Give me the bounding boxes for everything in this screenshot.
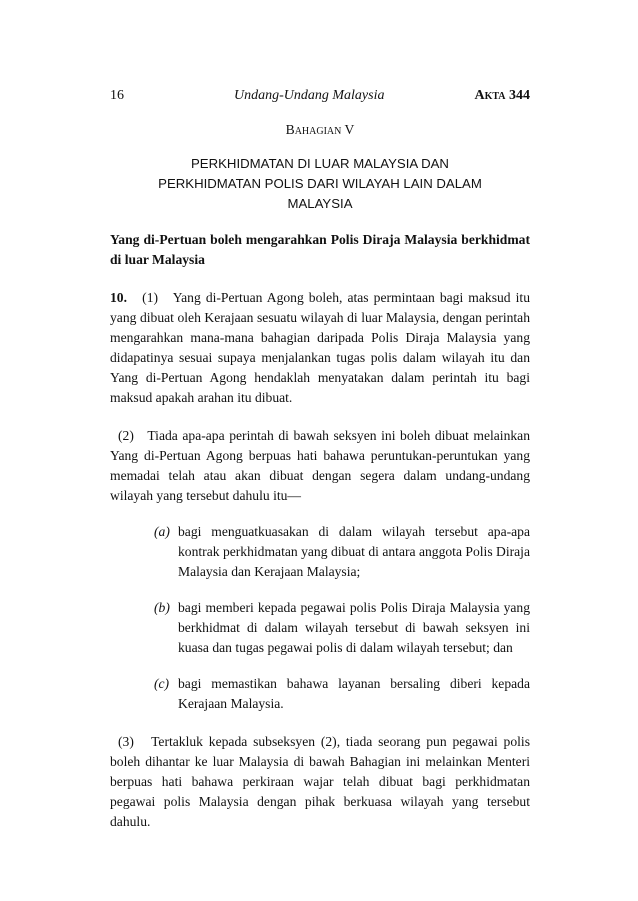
- item-label: (b): [154, 600, 170, 615]
- paragraph-item-c: [110, 674, 530, 714]
- section-side-heading: Yang di-Pertuan boleh mengarahkan Polis Diraja Malaysia berkhidmat di luar Malaysia: [110, 232, 530, 267]
- subsection-label: (3): [118, 734, 134, 749]
- part-title-line: PERKHIDMATAN POLIS DARI WILAYAH LAIN DALAM: [158, 176, 482, 191]
- document-page: [110, 86, 530, 832]
- subsection-text: Tertakluk kepada subseksyen (2), tiada seorang pun pegawai polis boleh dihantar ke luar Malaysia di bawah Bahagian ini melainkan Menteri berpuas hati bahawa perkiraan wajar telah dibuat bagi perkhidmatan pegawai polis Malaysia dengan pihak berkuasa wilayah yang tersebut dahulu.: [110, 734, 530, 829]
- running-header: [110, 86, 530, 106]
- subsection-text: Tiada apa-apa perintah di bawah seksyen ini boleh dibuat melainkan Yang di-Pertuan Agong berpuas hati bahawa peruntukan-peruntukan yang memadai telah atau akan dibuat dengan segera dalam undang-undang wilayah yang tersebut dahulu itu—: [110, 428, 530, 503]
- item-label: (a): [154, 524, 170, 539]
- item-text: bagi memberi kepada pegawai polis Polis Diraja Malaysia yang berkhidmat di dalam wilayah tersebut di bawah seksyen ini kuasa dan tugas pegawai polis di dalam wilayah tersebut; dan: [178, 600, 530, 655]
- part-title: [110, 154, 530, 214]
- part-title-line: MALAYSIA: [287, 196, 353, 211]
- act-number: Akta 344: [474, 88, 530, 103]
- item-text: bagi memastikan bahawa layanan bersaling diberi kepada Kerajaan Malaysia.: [178, 676, 530, 711]
- subsection-3: [110, 732, 530, 832]
- section-number: 10.: [110, 290, 127, 305]
- part-label: Bahagian V: [285, 122, 355, 137]
- subsection-2: [110, 426, 530, 506]
- running-title: Undang-Undang Malaysia: [234, 88, 385, 103]
- item-text: bagi menguatkuasakan di dalam wilayah tersebut apa-apa kontrak perkhidmatan yang dibuat di antara anggota Polis Diraja Malaysia dan Kerajaan Malaysia;: [178, 524, 530, 579]
- subsection-text: Yang di-Pertuan Agong boleh, atas permintaan bagi maksud itu yang dibuat oleh Kerajaan sesuatu wilayah di luar Malaysia, dengan perintah mengarahkan mana-mana bahagian daripada Polis Diraja Malaysia yang didapatinya sesuai supaya menjalankan tugas polis dalam wilayah itu dan Yang di-Pertuan Agong hendaklah menyatakan dalam perintah itu bagi maksud apakah arahan itu dibuat.: [110, 290, 530, 405]
- subsection-label: (2): [118, 428, 134, 443]
- subsection-1: [110, 288, 530, 408]
- part-title-line: PERKHIDMATAN DI LUAR MALAYSIA DAN: [191, 156, 449, 171]
- page-number: 16: [110, 88, 124, 103]
- item-label: (c): [154, 676, 170, 691]
- paragraph-item-b: [110, 598, 530, 658]
- subsection-label: (1): [142, 290, 159, 305]
- paragraph-item-a: [110, 522, 530, 582]
